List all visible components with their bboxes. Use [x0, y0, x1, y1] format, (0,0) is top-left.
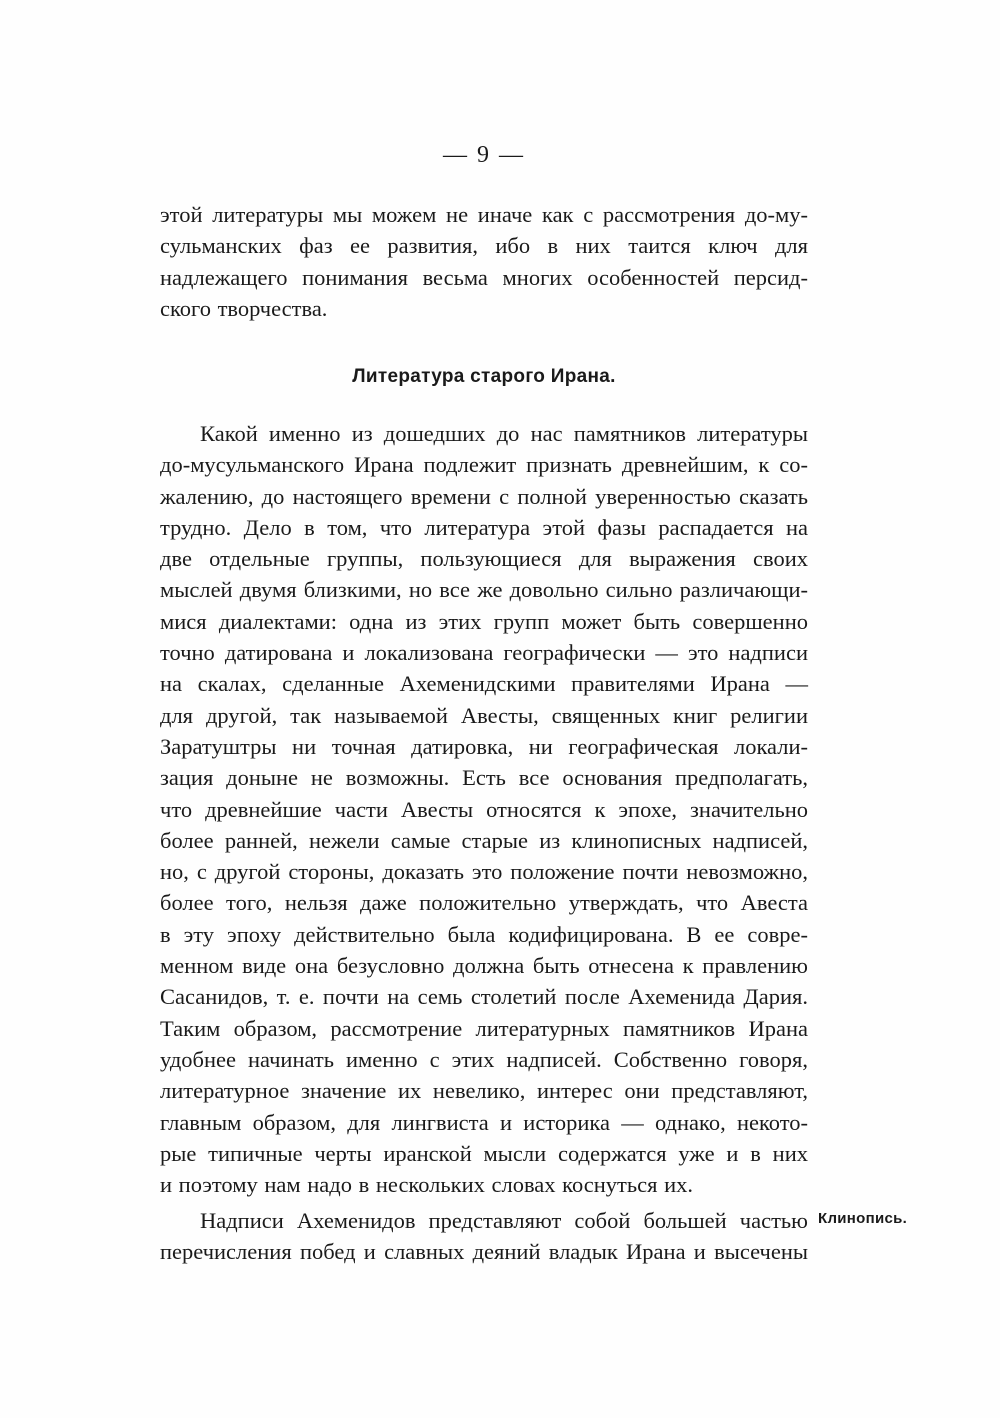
section-heading: Литература старого Ирана. — [352, 366, 616, 387]
text-line: до-мусульманского Ирана подлежит признать древнейшим, к со- — [160, 452, 808, 478]
text-line: литературное значение их невелико, интерес они представляют, — [160, 1078, 808, 1104]
text-line: но, с другой стороны, доказать это положение почти невозможно, — [160, 859, 808, 885]
text-line: перечисления побед и славных деяний владык Ирана и высечены — [160, 1239, 808, 1265]
text-line: и поэтому нам надо в нескольких словах коснуться их. — [160, 1172, 694, 1198]
text-line: трудно. Дело в том, что литература этой фазы распадается на — [160, 514, 808, 540]
text-line: ского творчества. — [160, 295, 328, 321]
text-line: удобнее начинать именно с этих надписей. Собственно говоря, — [160, 1046, 808, 1072]
text-line: сульманских фаз ее развития, ибо в них таится ключ для — [160, 233, 808, 259]
text-line: мыслей двумя близкими, но все же довольно сильно различающи- — [160, 577, 808, 603]
text-line: на скалах, сделанные Ахеменидскими правителями Ирана — — [160, 671, 808, 697]
text-line-content: Надписи Ахеменидов представляют собой большей частью — [200, 1208, 808, 1233]
page-number: — 9 — — [443, 142, 525, 168]
text-line: для другой, так называемой Авесты, священных книг религии — [160, 702, 808, 728]
text-line: точно датирована и локализована географически — это надписи — [160, 640, 808, 666]
text-line: мися диалектами: одна из этих групп может быть совершенно — [160, 608, 808, 634]
text-line: зация доныне не возможны. Есть все основания предполагать, — [160, 765, 808, 791]
text-line: менном виде она безусловно должна быть отнесена к правлению — [160, 953, 808, 979]
text-line: в эту эпоху действительно была кодифицирована. В ее совре- — [160, 921, 808, 947]
text-line: рые типичные черты иранской мысли содержатся уже и в них — [160, 1140, 808, 1166]
margin-note: Клинопись. — [818, 1210, 908, 1227]
text-line: главным образом, для лингвиста и историка — однако, некото- — [160, 1109, 808, 1135]
intro-paragraph — [160, 199, 808, 324]
main-paragraph — [160, 418, 808, 1200]
text-line-content: Какой именно из дошедших до нас памятников литературы — [200, 421, 808, 446]
text-line: жалению, до настоящего времени с полной уверенностью сказать — [160, 483, 808, 509]
text-line-first — [160, 418, 808, 449]
text-line: две отдельные группы, пользующиеся для выражения своих — [160, 546, 808, 572]
text-line: Сасанидов, т. е. почти на семь столетий после Ахеменида Дария. — [160, 984, 808, 1010]
text-line: надлежащего понимания весьма многих особенностей персид- — [160, 264, 808, 290]
text-line-first — [160, 1205, 808, 1236]
text-line: что древнейшие части Авесты относятся к эпохе, значительно — [160, 796, 808, 822]
text-line: Заратуштры ни точная датировка, ни географическая локали- — [160, 733, 808, 759]
text-line: этой литературы мы можем не иначе как с рассмотрения до-му- — [160, 202, 808, 227]
text-line: Таким образом, рассмотрение литературных памятников Ирана — [160, 1015, 808, 1041]
text-line: более того, нельзя даже положительно утверждать, что Авеста — [160, 890, 808, 916]
next-paragraph — [160, 1205, 808, 1268]
text-line: более ранней, нежели самые старые из клинописных надписей, — [160, 827, 808, 853]
